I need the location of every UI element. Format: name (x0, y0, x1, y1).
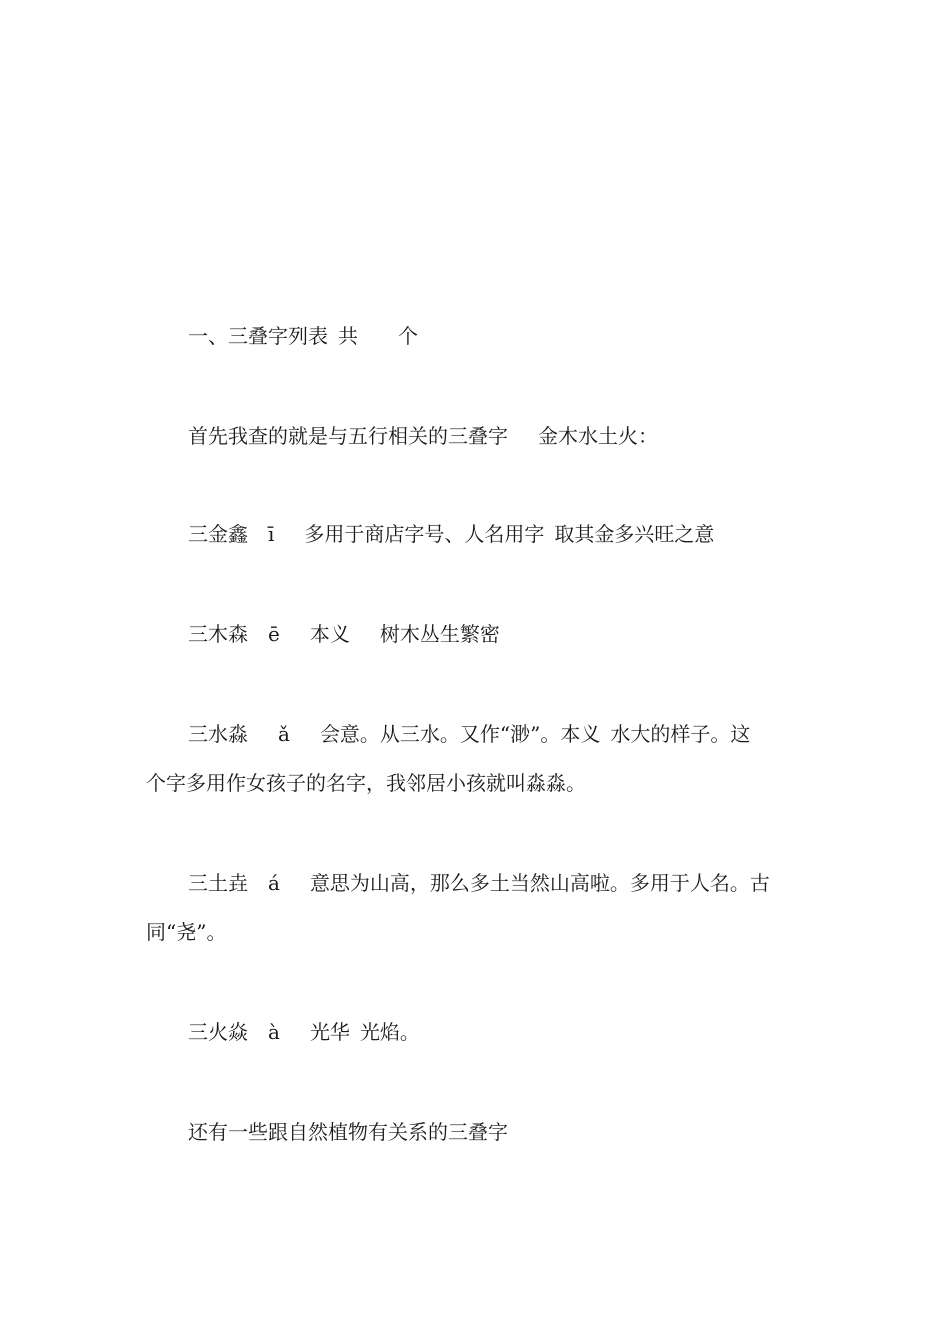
entry-char: 三土垚 (188, 871, 248, 895)
entry-yao-continuation (146, 907, 810, 957)
entry-desc-extra: 取其金多兴旺之意 (554, 522, 715, 546)
intro-paragraph (146, 411, 852, 461)
heading-title: 一、三叠字列表 (188, 324, 328, 348)
intro-elements: 金木水土火： (538, 424, 658, 448)
entry-xin (146, 509, 852, 559)
entry-desc: 会意。从三水。又作“渺”。本义 (319, 722, 601, 746)
entry-yan (146, 1007, 852, 1057)
entry-pinyin: à (268, 1020, 280, 1044)
entry-desc: 意思为山高，那么多土当然山高啦。多用于人名。古 (309, 871, 770, 895)
entry-pinyin: ī (268, 522, 275, 546)
intro-text: 首先我查的就是与五行相关的三叠字 (188, 424, 508, 448)
entry-miao-continuation (146, 758, 810, 808)
entry-pinyin: ǎ (278, 722, 290, 746)
entry-pinyin: á (268, 871, 280, 895)
heading-count-label: 共 (338, 324, 358, 348)
entry-desc-extra: 水大的样子。这 (610, 722, 751, 746)
entry-char: 三水淼 (188, 722, 248, 746)
entry-yao (146, 858, 852, 908)
outro-paragraph (146, 1107, 852, 1157)
entry-desc-extra: 树木丛生繁密 (379, 622, 500, 646)
entry-char: 三木森 (188, 622, 248, 646)
entry-char: 三金鑫 (188, 522, 248, 546)
heading-count-unit: 个 (398, 324, 418, 348)
entry-miao (146, 709, 852, 759)
entry-desc-continued: 个字多用作女孩子的名字，我邻居小孩就叫淼淼。 (146, 771, 586, 795)
outro-text: 还有一些跟自然植物有关系的三叠字 (188, 1120, 508, 1144)
entry-desc: 多用于商店字号、人名用字 (304, 522, 545, 546)
entry-desc: 光华 (309, 1020, 350, 1044)
section-heading (146, 311, 852, 361)
entry-pinyin: ē (268, 622, 280, 646)
entry-sen (146, 609, 852, 659)
entry-desc-continued: 同“尧”。 (146, 920, 227, 944)
entry-char: 三火焱 (188, 1020, 248, 1044)
entry-desc: 本义 (309, 622, 350, 646)
entry-desc-extra: 光焰。 (359, 1020, 420, 1044)
